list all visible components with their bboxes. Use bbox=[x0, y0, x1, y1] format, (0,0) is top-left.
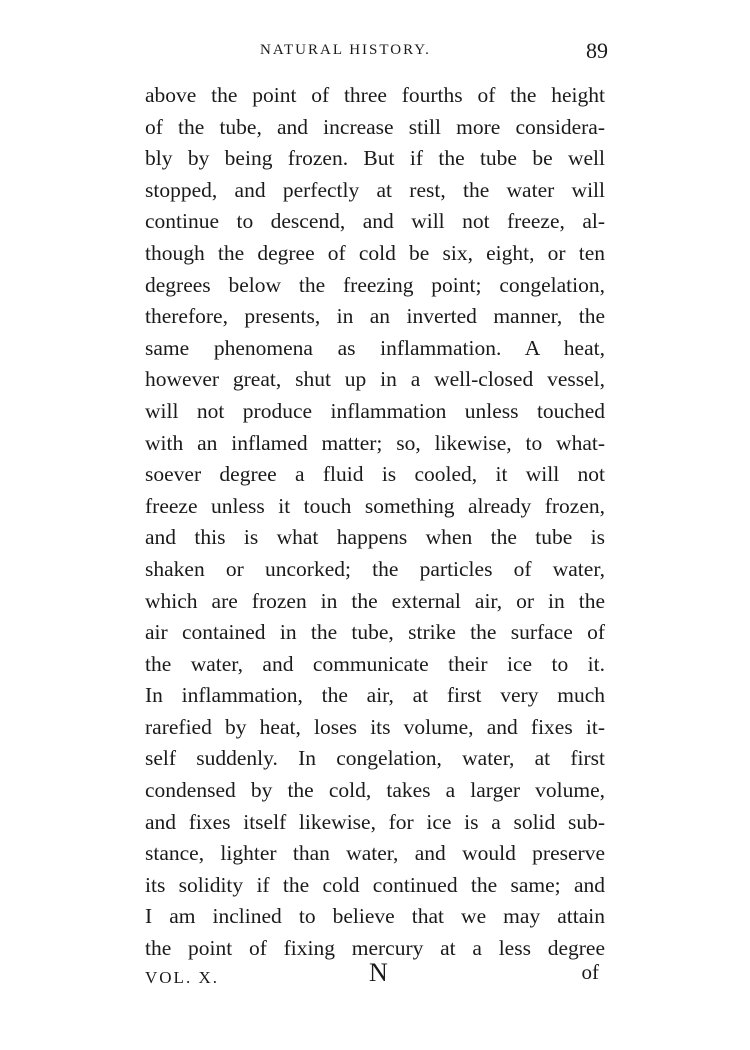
text-line: its solidity if the cold continued the same; and bbox=[145, 872, 605, 897]
text-line: bly by being frozen. But if the tube be well bbox=[145, 146, 605, 171]
text-line: continue to descend, and will not freeze, al- bbox=[145, 209, 605, 234]
volume-label: VOL. X. bbox=[145, 968, 219, 987]
text-line: above the point of three fourths of the height bbox=[145, 83, 605, 107]
text-line: of the tube, and increase still more considera- bbox=[145, 114, 605, 139]
text-line: will not produce inflammation unless touched bbox=[145, 398, 605, 423]
text-line: stopped, and perfectly at rest, the water will bbox=[145, 177, 605, 202]
text-line: shaken or uncorked; the particles of water, bbox=[145, 556, 605, 581]
text-line: though the degree of cold be six, eight, or ten bbox=[145, 240, 605, 265]
running-head bbox=[140, 38, 608, 68]
text-line: stance, lighter than water, and would preserve bbox=[145, 841, 605, 866]
text-line: however great, shut up in a well-closed vessel, bbox=[145, 367, 605, 392]
catchword: of bbox=[581, 960, 599, 984]
text-line: self suddenly. In congelation, water, at first bbox=[145, 746, 605, 771]
text-line: which are frozen in the external air, or in the bbox=[145, 588, 605, 613]
text-line: the point of fixing mercury at a less degree bbox=[145, 936, 605, 961]
text-line: degrees below the freezing point; congelation, bbox=[145, 272, 605, 297]
text-line: condensed by the cold, takes a larger volume, bbox=[145, 778, 605, 803]
text-line: and this is what happens when the tube is bbox=[145, 525, 605, 550]
text-line: rarefied by heat, loses its volume, and fixes it- bbox=[145, 714, 605, 739]
text-line: soever degree a fluid is cooled, it will not bbox=[145, 462, 605, 487]
text-line: freeze unless it touch something already frozen, bbox=[145, 493, 605, 518]
running-title: NATURAL HISTORY. bbox=[260, 42, 431, 58]
text-line: therefore, presents, in an inverted manner, the bbox=[145, 304, 605, 329]
page-number: 89 bbox=[586, 38, 608, 63]
text-line: with an inflamed matter; so, likewise, to what- bbox=[145, 430, 605, 455]
body-text bbox=[145, 80, 605, 965]
text-line: the water, and communicate their ice to it. bbox=[145, 651, 605, 676]
text-line: air contained in the tube, strike the surface of bbox=[145, 620, 605, 645]
text-line: same phenomena as inflammation. A heat, bbox=[145, 335, 605, 360]
signature-mark: N bbox=[369, 958, 388, 987]
text-line: I am inclined to believe that we may attain bbox=[145, 904, 605, 929]
text-line: In inflammation, the air, at first very much bbox=[145, 683, 605, 708]
text-line: and fixes itself likewise, for ice is a solid sub- bbox=[145, 809, 605, 834]
page-footer bbox=[145, 958, 605, 992]
